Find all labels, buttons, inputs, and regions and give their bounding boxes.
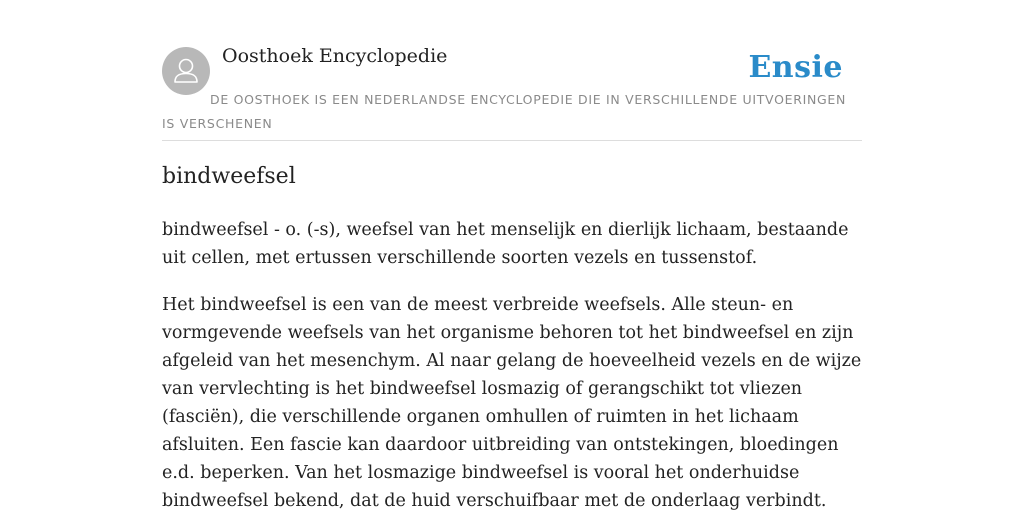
brand-logo[interactable]: Ensie	[748, 50, 843, 85]
site-title[interactable]: Oosthoek Encyclopedie	[222, 45, 448, 67]
site-tagline: DE OOSTHOEK IS EEN NEDERLANDSE ENCYCLOPEDIE DIE IN VERSCHILLENDE UITVOERINGEN IS VERSCHENEN	[162, 92, 847, 131]
page-content	[162, 0, 862, 511]
page-title: bindweefsel	[162, 164, 296, 189]
body-paragraph: Het bindweefsel is een van de meest verbreide weefsels. Alle steun- en vormgevende weefsels van het organisme behoren tot het bindweefsel en zijn afgeleid van het mesenchym. Al naar gelang de hoeveelheid vezels en de wijze van vervlechting is het bindweefsel losmazig of gerangschikt tot vliezen (fasciën), die verschillende organen omhullen of ruimten in het lichaam afsluiten. Een fascie kan daardoor uitbreiding van ontstekingen, bloedingen e.d. beperken. Van het losmazige bindweefsel is vooral het onderhuidse bindweefsel bekend, dat de huid verschuifbaar met de onderlaag verbindt.	[162, 295, 862, 511]
definition-paragraph: bindweefsel - o. (-s), weefsel van het menselijk en dierlijk lichaam, bestaande uit cellen, met ertussen verschillende soorten vezels en tussenstof.	[162, 220, 849, 268]
site-header	[162, 0, 862, 141]
